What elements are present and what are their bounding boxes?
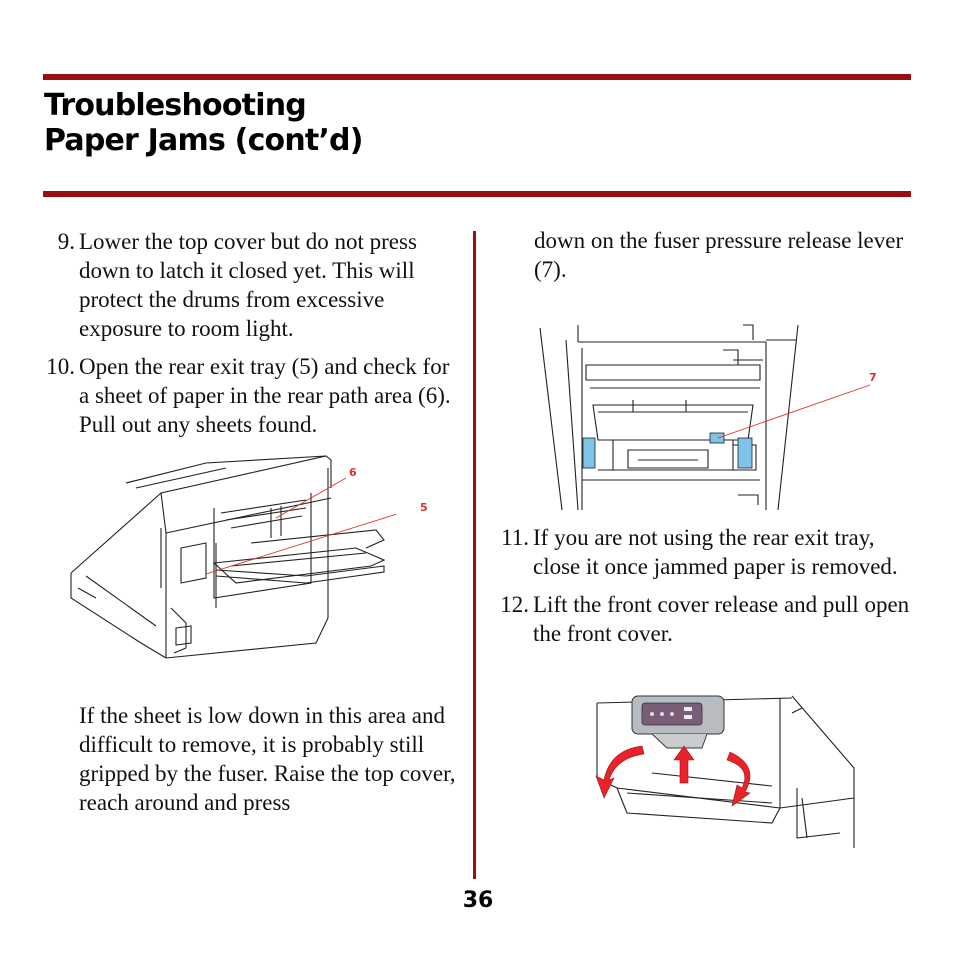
step-9 (44, 227, 454, 343)
step-number: 9. (57, 229, 75, 254)
step-text: Lower the top cover but do not press down to latch it closed yet. This will protect the drums from excessive exposure to room light. (79, 229, 417, 341)
left-column (44, 227, 454, 448)
step-11 (498, 523, 913, 581)
title-line-1: Troubleshooting (44, 88, 306, 123)
left-continuation (79, 701, 459, 817)
column-divider (473, 231, 476, 879)
title-line-2: Paper Jams (cont’d) (44, 123, 363, 158)
callout-5: 5 (420, 501, 428, 514)
right-column (498, 523, 913, 657)
bottom-rule (43, 191, 911, 197)
step-text: If you are not using the rear exit tray, close it once jammed paper is removed. (533, 525, 898, 579)
continuation-text: If the sheet is low down in this area and difficult to remove, it is probably still gripped by the fuser. Raise the top cover, reach around and press (79, 703, 456, 815)
step-number: 11. (501, 525, 529, 550)
step-number: 10. (46, 354, 75, 379)
step-text: Open the rear exit tray (5) and check for a sheet of paper in the rear path area (6). Pull out any sheets found. (79, 354, 451, 437)
step-text: Lift the front cover release and pull open the front cover. (533, 592, 910, 646)
callout-7: 7 (869, 371, 877, 384)
callout-6: 6 (349, 466, 357, 479)
right-continuation-block (534, 226, 914, 284)
top-rule (43, 74, 911, 80)
fuser-lever-figure (538, 320, 883, 510)
step-12 (498, 590, 913, 648)
step-number: 12. (500, 592, 529, 617)
callout-5-label (418, 499, 438, 519)
step-10 (44, 352, 454, 439)
right-continuation-text: down on the fuser pressure release lever (7). (534, 228, 904, 282)
rear-exit-tray-figure (66, 448, 396, 663)
front-cover-figure (592, 688, 857, 848)
page-number: 36 (462, 888, 494, 913)
page-title (44, 88, 363, 158)
